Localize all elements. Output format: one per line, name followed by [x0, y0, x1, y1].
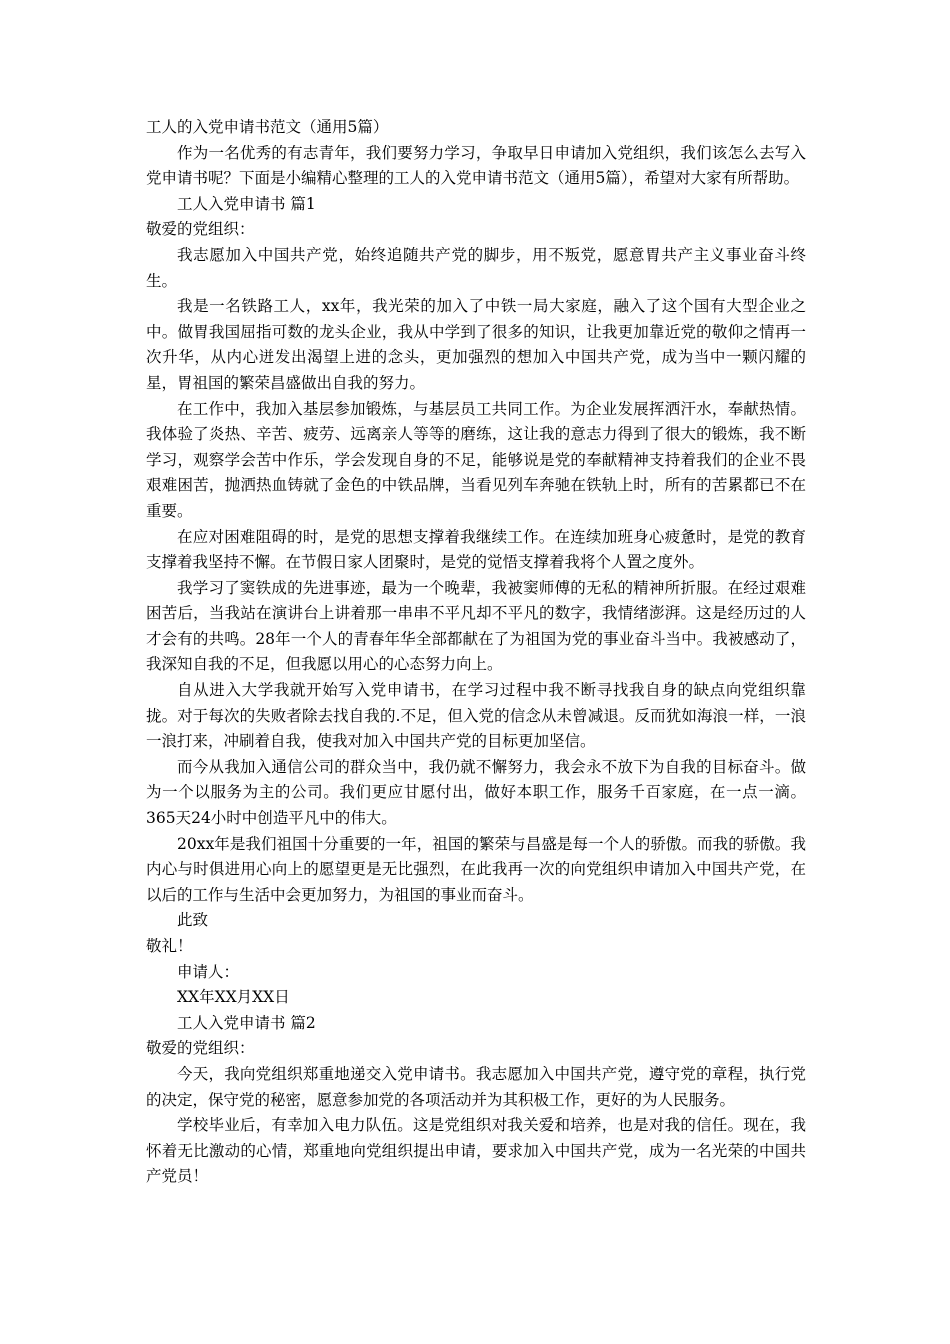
section-1-regards: 敬礼！	[146, 937, 193, 955]
section-2-paragraph: 今天，我向党组织郑重地递交入党申请书。我志愿加入中国共产党，遵守党的章程，执行党的决定，保守党的秘密，愿意参加党的各项活动并为其积极工作，更好的为人民服务。	[146, 1064, 806, 1109]
section-1-paragraph: 我是一名铁路工人，xx年，我光荣的加入了中铁一局大家庭，融入了这个国有大型企业之中。做胃我国屈指可数的龙头企业，我从中学到了很多的知识，让我更加靠近党的敬仰之情再一次升华，从内心迸发出渴望上进的念头，更加强烈的想加入中国共产党，成为当中一颗闪耀的星，胃祖国的繁荣昌盛做出自我的努力。	[146, 297, 806, 392]
section-2-paragraph: 学校毕业后，有幸加入电力队伍。这是党组织对我关爱和培养，也是对我的信任。现在，我怀着无比激动的心情，郑重地向党组织提出申请，要求加入中国共产党，成为一名光荣的中国共产党员！	[146, 1116, 806, 1186]
section-1-closing: 此致	[177, 911, 209, 930]
section-1-paragraph: 而今从我加入通信公司的群众当中，我仍就不懈努力，我会永不放下为自我的目标奋斗。做为一个以服务为主的公司。我们更应甘愿付出，做好本职工作，服务千百家庭，在一点一滴。365天24小时中创造平凡中的伟大。	[146, 757, 806, 828]
section-2-heading: 工人入党申请书 篇2	[177, 1013, 316, 1032]
section-1-paragraph: 20xx年是我们祖国十分重要的一年，祖国的繁荣与昌盛是每一个人的骄傲。而我的骄傲。我内心与时俱进用心向上的愿望更是无比强烈，在此我再一次的向党组织申请加入中国共产党，在以后的工作与生活中会更加努力，为祖国的事业而奋斗。	[146, 834, 806, 904]
section-1-date: XX年XX月XX日	[177, 988, 290, 1007]
section-1-paragraph: 在应对困难阻碍的时，是党的思想支撑着我继续工作。在连续加班身心疲惫时，是党的教育支撑着我坚持不懈。在节假日家人团聚时，是党的觉悟支撑着我将个人置之度外。	[146, 527, 806, 572]
document-title: 工人的入党申请书范文（通用5篇）	[146, 118, 389, 136]
section-1-paragraph: 我学习了窦铁成的先进事迹，最为一个晚辈，我被窦师傅的无私的精神所折服。在经过艰难困苦后，当我站在演讲台上讲着那一串串不平凡却不平凡的数字，我情绪澎湃。这是经历过的人才会有的共鸣。28年一个人的青春年华全部都献在了为祖国为党的事业奋斗当中。我被感动了，我深知自我的不足，但我愿以用心的心态努力向上。	[146, 578, 806, 674]
intro-paragraph: 作为一名优秀的有志青年，我们要努力学习，争取早日申请加入党组织，我们该怎么去写入党申请书呢？下面是小编精心整理的工人的入党申请书范文（通用5篇），希望对大家有所帮助。	[146, 143, 806, 188]
section-1-paragraph: 我志愿加入中国共产党，始终追随共产党的脚步，用不叛党，愿意胃共产主义事业奋斗终生。	[146, 245, 806, 290]
section-1-paragraph: 在工作中，我加入基层参加锻炼，与基层员工共同工作。为企业发展挥洒汗水，奉献热情。我体验了炎热、辛苦、疲劳、远离亲人等等的磨练，这让我的意志力得到了很大的锻炼，我不断学习，观察学会苦中作乐，学会发现自身的不足，能够说是党的奉献精神支持着我们的企业不畏艰难困苦，抛洒热血铸就了金色的中铁品牌，当看见列车奔驰在铁轨上时，所有的苦累都已不在重要。	[146, 399, 806, 520]
section-2-salutation: 敬爱的党组织：	[146, 1039, 255, 1058]
section-1-heading: 工人入党申请书 篇1	[177, 194, 316, 213]
section-1-salutation: 敬爱的党组织：	[146, 220, 255, 239]
document-page	[146, 115, 806, 1190]
section-1-applicant: 申请人：	[177, 962, 240, 981]
section-1-paragraph: 自从进入大学我就开始写入党申请书，在学习过程中我不断寻找我自身的缺点向党组织靠拢。对于每次的失败者除去找自我的.不足，但入党的信念从未曾减退。反而犹如海浪一样，一浪一浪打来，冲刷着自我，使我对加入中国共产党的目标更加坚信。	[146, 681, 806, 751]
